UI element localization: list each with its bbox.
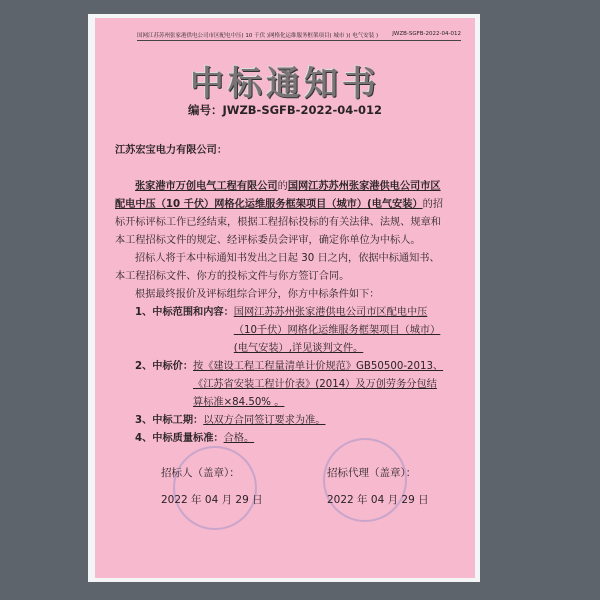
agent-seal	[323, 438, 407, 522]
condition-value: 以双方合同签订要求为准。	[203, 415, 326, 426]
company-seal	[173, 446, 257, 530]
text: 的	[277, 181, 288, 192]
bid-notice-document	[95, 18, 475, 578]
condition-item	[135, 358, 445, 412]
winning-company: 张家港市万创电气工程有限公司	[135, 181, 278, 192]
document-number: 编号：JWZB-SGFB-2022-04-012	[187, 103, 383, 117]
text: 的招标开标评标工作已经结束，根据工程招标投标的有关法律、法规、规章和本工程招标文件的规定、经评标委员会评审，确定你单位为中标人。	[115, 199, 444, 246]
condition-item	[135, 304, 445, 358]
paragraph-2: 招标人将于本中标通知书发出之日起 30 日之内，依据中标通知书、本工程招标文件、你方的投标文件与你方签订合同。	[115, 253, 440, 282]
agent-date: 2022 年 04 月 29 日	[327, 494, 429, 506]
header-project: 国网江苏苏州张家港供电公司市区配电中压( 10 千伏 )网格化运维服务框架项目( 城市 )( 电气安装 )	[137, 33, 379, 39]
tenderer-signature-label: 招标人（盖章）：	[161, 467, 240, 479]
document-header	[137, 31, 461, 41]
agent-signature-label: 招标代理（盖章）：	[327, 467, 417, 479]
condition-item	[135, 412, 445, 430]
condition-label: 4、中标质量标准：	[135, 433, 224, 444]
condition-value: 合格。	[223, 433, 255, 444]
project-name: 国网江苏苏州张家港供电公司市区配电中压（10 千伏）网格化运维服务框架项目（城市）(电气安装）	[115, 181, 441, 210]
condition-label: 2、中标价：	[135, 361, 194, 372]
condition-label: 3、中标工期：	[135, 415, 204, 426]
addressee: 江苏宏宝电力有限公司：	[115, 145, 228, 156]
condition-value: 国网江苏苏州张家港供电公司市区配电中压（10千伏）网格化运维服务框架项目（城市）(电气安装）,详见谈判文件。	[233, 307, 441, 354]
paragraph-1	[115, 178, 445, 250]
paragraph-3: 根据最终报价及评标组综合评分，你方中标条件如下：	[135, 289, 380, 300]
condition-value: 按《建设工程工程量清单计价规范》GB50500-2013、《江苏省安装工程计价表》(2014）及万创劳务分包结算标准×84.50% 。	[193, 361, 444, 408]
header-code: JWZB-SGFB-2022-04-012	[392, 31, 461, 37]
condition-item	[135, 430, 445, 448]
condition-list	[135, 304, 445, 448]
document-title: 中标通知书	[190, 64, 380, 104]
condition-label: 1、中标范围和内容：	[135, 307, 234, 318]
tenderer-date: 2022 年 04 月 29 日	[161, 494, 263, 506]
